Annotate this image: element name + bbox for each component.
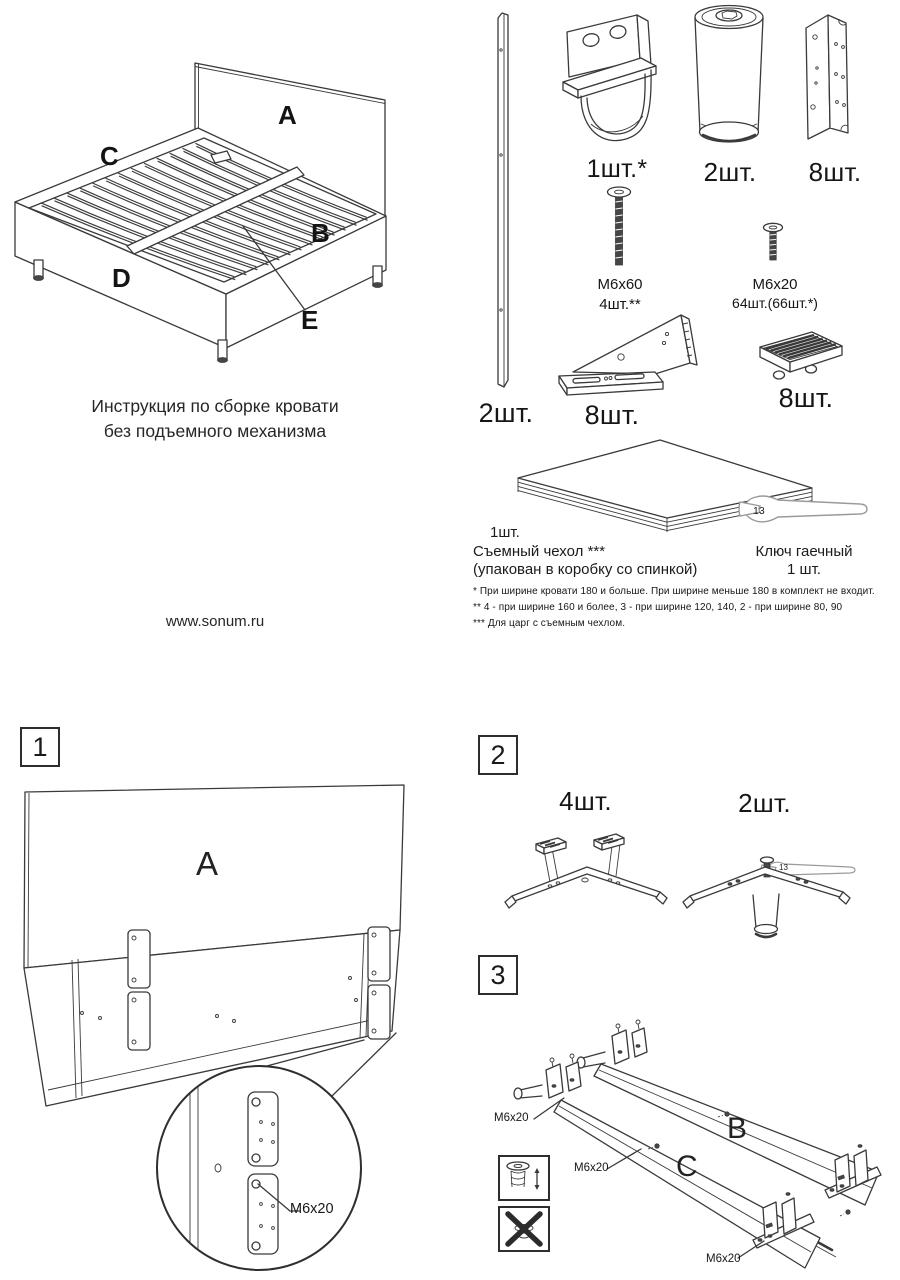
step-2-drawing xyxy=(492,822,882,947)
footnote-1: * При ширине кровати 180 и больше. При ширине меньше 180 в комплект не входит. xyxy=(473,586,875,597)
step-3-number xyxy=(478,955,518,995)
part-bolt-m6x60-drawing xyxy=(606,186,632,268)
part-leg-drawing xyxy=(691,4,767,156)
cover-qty: 1шт. xyxy=(490,524,520,541)
step-3-bracket-c-left xyxy=(514,1054,581,1099)
part-headboard-bracket-drawing xyxy=(551,8,683,154)
step-2-wrench-size: 13 xyxy=(779,863,788,872)
wrench-size-label: 13 xyxy=(753,505,765,517)
step-3-bracket-b-left xyxy=(577,1020,647,1068)
overview-label-rail-c: C xyxy=(100,141,119,171)
bed-assembled-drawing xyxy=(8,4,400,352)
bolt-m6x60-size: M6x60 xyxy=(597,276,643,293)
step-1-panel-label: A xyxy=(196,845,219,882)
part-bracket-drawing xyxy=(553,312,699,404)
step-3-number-text: 3 xyxy=(490,959,506,990)
warning-partial-tighten xyxy=(498,1155,550,1201)
warning-do-not-tighten xyxy=(498,1206,550,1252)
overview-label-footboard: D xyxy=(112,263,131,293)
part-corner-plate-drawing xyxy=(798,8,862,150)
step-3-bolt-label-2: M6x20 xyxy=(574,1162,609,1174)
footnote-3: *** Для царг с съемным чехлом. xyxy=(473,618,626,629)
step-2-right-assembly xyxy=(683,857,855,937)
step-3-rail-b-label: B xyxy=(727,1112,748,1145)
qty-corner-plate: 8шт. xyxy=(808,157,862,187)
qty-metal-strip: 2шт. xyxy=(478,398,534,428)
cover-note: (упакован в коробку со спинкой) xyxy=(473,561,698,578)
qty-bracket: 8шт. xyxy=(584,400,640,430)
step-1-number xyxy=(20,727,60,767)
step-3-bolt-label-3: M6x20 xyxy=(706,1253,741,1265)
step-2-left-qty: 4шт. xyxy=(559,786,612,816)
part-bolt-m6x20-drawing xyxy=(762,222,784,264)
screw-depth-icon xyxy=(500,1157,548,1199)
overview-label-rail-b: B xyxy=(311,218,330,248)
footnote-2: ** 4 - при ширине 160 и более, 3 - при ширине 120, 140, 2 - при ширине 80, 90 xyxy=(473,602,843,613)
bolt-m6x20-qty: 64шт.(66шт.*) xyxy=(732,295,818,311)
bolt-m6x60-qty: 4шт.** xyxy=(599,296,641,313)
step-2-number-text: 2 xyxy=(490,739,506,770)
step-1-bolt-label: M6x20 xyxy=(290,1201,334,1217)
overview-label-slats: E xyxy=(301,305,319,335)
crossed-screw-icon xyxy=(500,1208,548,1250)
bolt-m6x20-size: M6x20 xyxy=(752,276,798,293)
overview-label-headboard: A xyxy=(278,100,297,130)
cover-name: Съемный чехол *** xyxy=(473,543,606,560)
step-2-left-assembly xyxy=(505,834,667,908)
part-metal-strip-drawing xyxy=(489,10,515,392)
qty-pad: 8шт. xyxy=(778,383,834,413)
qty-leg: 2шт. xyxy=(703,157,757,187)
wrench-qty: 1 шт. xyxy=(787,561,821,578)
step-1-number-text: 1 xyxy=(32,731,48,762)
step-3-rail-c-label: C xyxy=(676,1150,698,1183)
step-3-bolt-label-1: M6x20 xyxy=(494,1112,529,1124)
page-title-line2: без подъемного механизма xyxy=(103,421,327,441)
step-2-number xyxy=(478,735,518,775)
page-title-line1: Инструкция по сборке кровати xyxy=(91,396,339,416)
wrench-name: Ключ гаечный xyxy=(755,543,853,560)
website-link: www.sonum.ru xyxy=(165,613,265,630)
page-title xyxy=(40,394,390,444)
step-2-right-qty: 2шт. xyxy=(738,788,791,818)
qty-headboard-bracket: 1шт.* xyxy=(586,155,648,183)
